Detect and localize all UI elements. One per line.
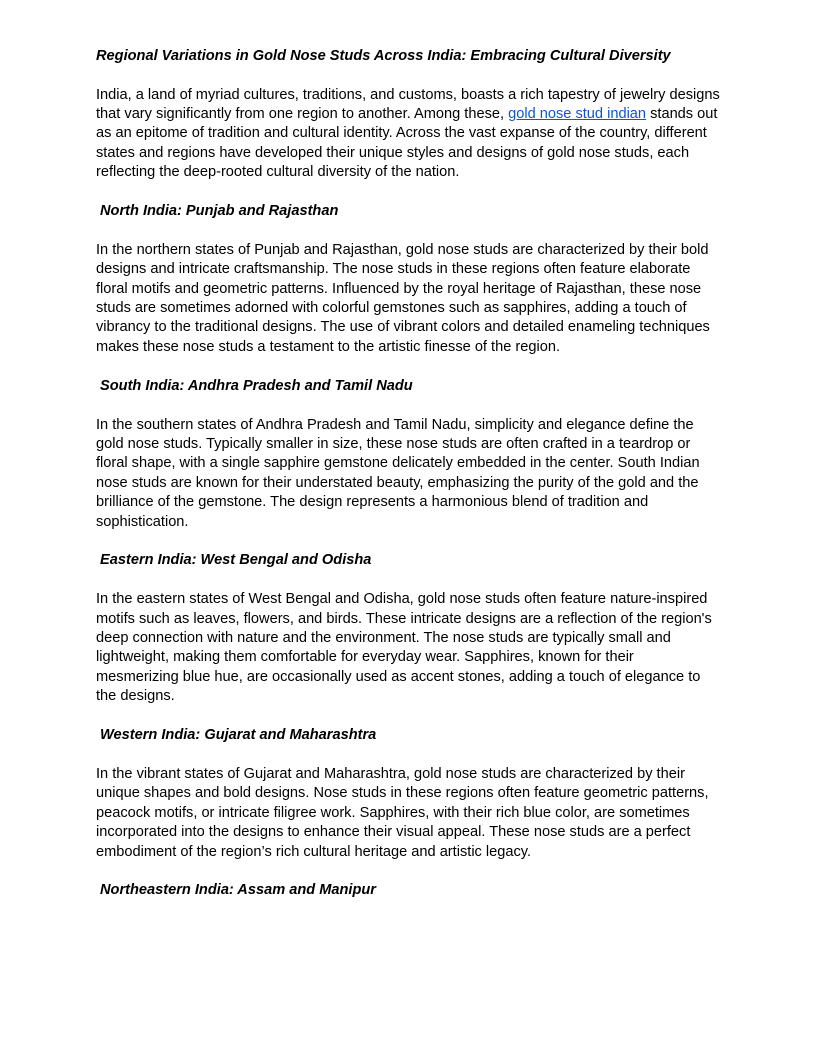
intro-text-before-link: India, a land of myriad cultures, traditions, and customs, boasts a rich tapestry of jewelry designs that vary significantly from one region to another. Among these, bbox=[96, 86, 720, 122]
intro-paragraph bbox=[96, 86, 720, 183]
section-heading-east: Eastern India: West Bengal and Odisha bbox=[100, 552, 372, 569]
section-body-west: In the vibrant states of Gujarat and Maharashtra, gold nose studs are characterized by their unique shapes and bold designs. Nose studs in these regions often feature geometric patterns, peacock motifs, or intricate filigree work. Sapphires, with their rich blue color, are sometimes incorporated into the designs to enhance their visual appeal. These nose studs are a perfect embodiment of the region’s rich cultural heritage and artistic legacy. bbox=[96, 765, 709, 860]
gold-nose-stud-link[interactable]: gold nose stud indian bbox=[508, 105, 647, 122]
document-page bbox=[96, 47, 720, 920]
section-heading-north: North India: Punjab and Rajasthan bbox=[100, 202, 339, 219]
section-body-north: In the northern states of Punjab and Rajasthan, gold nose studs are characterized by their bold designs and intricate craftsmanship. The nose studs in these regions often feature elaborate floral motifs and geometric patterns. Influenced by the royal heritage of Rajasthan, these nose studs are sometimes adorned with colorful gemstones such as sapphires, adding a touch of vibrancy to the traditional designs. The use of vibrant colors and detailed enameling techniques makes these nose studs a testament to the artistic finesse of the region. bbox=[96, 241, 710, 355]
document-title: Regional Variations in Gold Nose Studs Across India: Embracing Cultural Diversity bbox=[96, 48, 671, 64]
intro-text-after-link: stands out as an epitome of tradition and cultural identity. Across the vast expanse of the country, different states and regions have developed their unique styles and designs of gold nose studs, each reflecting the deep-rooted cultural diversity of the nation. bbox=[96, 105, 718, 181]
section-heading-northeast: Northeastern India: Assam and Manipur bbox=[100, 882, 376, 899]
section-heading-south: South India: Andhra Pradesh and Tamil Nadu bbox=[100, 377, 413, 394]
section-body-south: In the southern states of Andhra Pradesh and Tamil Nadu, simplicity and elegance define the gold nose studs. Typically smaller in size, these nose studs are often crafted in a teardrop or floral shape, with a single sapphire gemstone delicately embedded in the center. South Indian nose studs are known for their understated beauty, emphasizing the purity of the gold and the brilliance of the gemstone. The design represents a harmonious blend of tradition and sophistication. bbox=[96, 416, 700, 530]
section-heading-west: Western India: Gujarat and Maharashtra bbox=[100, 727, 377, 744]
section-body-east: In the eastern states of West Bengal and Odisha, gold nose studs often feature nature-inspired motifs such as leaves, flowers, and birds. These intricate designs are a reflection of the region's deep connection with nature and the environment. The nose studs are typically small and lightweight, making them comfortable for everyday wear. Sapphires, known for their mesmerizing blue hue, are occasionally used as accent stones, adding a touch of elegance to the designs. bbox=[96, 591, 712, 705]
